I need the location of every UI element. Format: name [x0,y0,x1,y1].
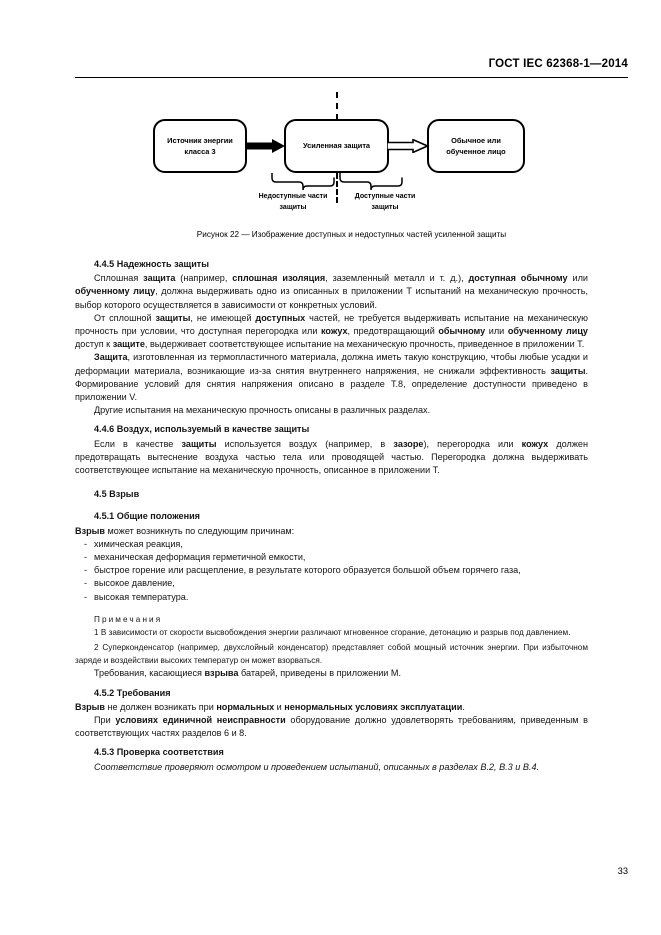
text-run: не должен возникать при [105,701,217,712]
text-run: ), перегородка или [423,438,522,449]
text-run: , предотвращающий [347,326,439,337]
text-run: должен предотвращать вытеснение воздуха частью тела или проводящей частью. Перегородка должна выдерживать соответствующее испытание на механическую прочность, описанное в приложении Т. [75,438,588,476]
paragraph-4-5-1-1 [75,525,588,538]
text-run: батарей, приведены в приложении М. [238,668,402,679]
document-body [75,258,588,774]
text-run: Сплошная [94,273,144,284]
paragraph-4-5-2-2 [75,714,588,740]
label-inaccessible-parts: Недоступные части защиты [258,193,328,211]
document-header-title: ГОСТ IEC 62368-1—2014 [488,58,628,70]
text-run: , заземленный металл и т. д.), [325,273,469,284]
list-item: - быстрое горение или расщепление, в результате которого образуется большой объем горячего газа, [75,564,588,577]
text-run-bold: Защита [94,352,128,363]
figure-caption: Рисунок 22 — Изображение доступных и недоступных частей усиленной защиты [196,230,507,239]
text-run-bold: обученному лицу [75,286,156,297]
dashed-separator-top-line [336,92,338,120]
note-1: 1 В зависимости от скорости высвобождения энергии различают мгновенное сгорание, детонацию и разрыв под давлением. [94,628,571,638]
solid-arrow-icon [246,139,286,153]
text-run-bold: кожух [521,438,549,449]
paragraph-4-4-5-3 [75,351,588,404]
text-run: (например, [175,273,233,284]
page-number: 33 [617,866,628,876]
list-item: - химическая реакция, [75,538,588,551]
text-run: , изготовленная из термопластичного материала, должна иметь такую конструкцию, чтобы любые усадки и деформации материала, возникающие из-за снятия внутреннего напряжения, не снижали эффективность [75,352,588,376]
heading-4-5-1: 4.5.1 Общие положения [94,511,200,522]
text-run-bold: защите [112,339,145,350]
list-item: - высокая температура. [75,591,588,604]
text-run: или [485,326,508,337]
text-run: Требования, касающиеся [94,668,205,679]
text-run: . [462,701,465,712]
text-run: или [567,273,588,284]
text-run: . Формирование условий для снятия напряжения описано в разделе Т.8, определение доступности приведено в приложении V. [75,365,588,403]
heading-4-5-3: 4.5.3 Проверка соответствия [94,747,224,758]
label-accessible-parts: Доступные части защиты [354,193,416,211]
diagram-brace-labels [251,192,427,220]
heading-4-4-6: 4.4.6 Воздух, используемый в качестве защиты [94,424,310,435]
paragraph-4-4-6-1 [75,438,588,478]
paragraph-4-4-5-1 [75,272,588,312]
text-run: используется воздух (например, в [216,438,394,449]
diagram-box-reinforced-safeguard: Усиленная защита [284,119,389,173]
header-divider [75,77,628,78]
paragraph-4-4-5-2 [75,312,588,352]
paragraph-4-5-1-2 [75,667,588,680]
text-run: При [94,714,116,725]
text-run-bold: обученному лицу [507,326,588,337]
text-run-bold: кожух [321,326,348,337]
text-run-bold: нормальных [216,701,275,712]
text-run-bold: взрыва [204,668,239,679]
note-2: 2 Суперконденсатор (например, двухслойный конденсатор) представляет собой мощный источник энергии. При избыточном заряде и воздействии высоких температур он может взорваться. [75,643,588,665]
text-run-bold: зазоре [393,438,424,449]
text-run: , не имеющей [190,312,256,323]
text-run: может возникнуть по следующим причинам: [105,525,295,536]
heading-4-4-5: 4.4.5 Надежность защиты [94,259,210,269]
list-item: - механическая деформация герметичной емкости, [75,551,588,564]
notes-heading: Примечания [94,614,163,624]
text-run: , выдерживает соответствующее испытание на механическую прочность, приведенное в приложении Т. [144,339,585,350]
text-run-bold: доступных [255,312,306,323]
text-run-bold: защита [143,273,176,284]
text-run-bold: доступная обычному [468,273,568,284]
text-run-bold: защиты [550,365,586,376]
list-item: - высокое давление, [75,577,588,590]
text-run-bold: Взрыв [75,525,105,536]
text-run: , должна выдерживать одно из описанных в приложении Т испытаний на механическую прочность, выбор которого осуществляется в зависимости от конкретных условий. [75,286,588,310]
text-run-bold: защиты [155,312,191,323]
figure-22 [75,92,628,224]
text-run-bold: обычному [438,326,486,337]
text-run: доступ к [75,339,113,350]
text-run: частей, не требуется выдерживать испытание на механическую прочность при условии, что доступная перегородка или [75,312,588,337]
heading-4-5-2: 4.5.2 Требования [94,687,171,698]
paragraph-4-5-3-1: Соответствие проверяют осмотром и проведением испытаний, описанных в разделах В.2, В.3 и В.4. [94,761,540,772]
text-run: оборудование должно удовлетворять требованиям, приведенным в соответствующих частях разделов 6 и 8. [75,714,588,739]
text-run: Если в качестве [94,438,182,449]
text-run-bold: ненормальных условиях эксплуатации [284,701,463,712]
text-run-bold: Взрыв [75,701,105,712]
paragraph-4-4-5-4: Другие испытания на механическую прочность описаны в различных разделах. [94,405,431,416]
explosion-causes-list [75,538,588,604]
diagram-box-energy-source: Источник энергии класса 3 [153,119,247,173]
paragraph-4-5-2-1 [75,701,588,714]
text-run-bold: защиты [181,438,217,449]
open-arrow-icon [387,139,429,153]
safeguard-diagram [75,92,628,224]
text-run: От сплошной [94,312,156,323]
text-run-bold: сплошная изоляция [232,273,326,284]
diagram-box-ordinary-or-instructed-person: Обычное или обученное лицо [427,119,525,173]
heading-4-5: 4.5 Взрыв [94,489,140,500]
text-run: и [274,701,285,712]
text-run-bold: условиях единичной неисправности [115,714,286,725]
